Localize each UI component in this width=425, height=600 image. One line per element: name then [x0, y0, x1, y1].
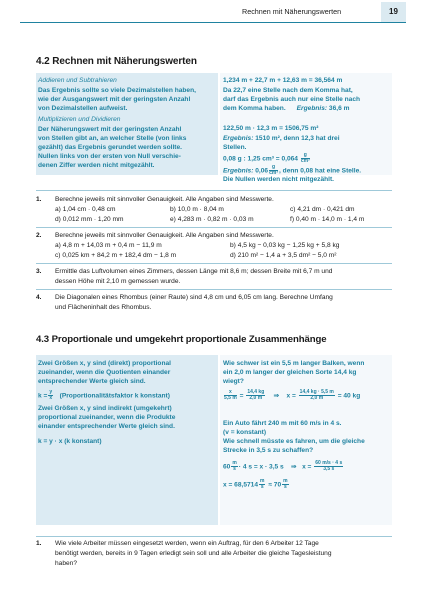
exercise-number: 2. — [36, 232, 42, 239]
example-car-result: x = 68,5714 $\frac{m}{s}$ ≈ 70 $\frac{m}{s}$ — [223, 478, 288, 491]
example-car-question-1: Ein Auto fährt 240 m mit 60 m/s in 4 s. — [223, 420, 342, 427]
example-add-text-3: dem Komma haben. Ergebnis: 36,6 m — [223, 105, 350, 112]
exercise-text-cont: und Flächeninhalt des Rhombus. — [55, 304, 152, 311]
exercise-text-cont: dessen Höhe mit 2,10 m gemessen wurde. — [55, 278, 181, 285]
example-add-text-2: darf das Ergebnis auch nur eine Stelle nach — [223, 96, 361, 103]
rule-text-mul-1: Der Näherungswert mit der geringsten Anzahl — [38, 126, 182, 133]
rule-text-add-2: wie der Ausgangswert mit der geringsten Anzahl — [38, 96, 191, 103]
exercise-text: Wie viele Arbeiter müssen eingesetzt werden, wenn ein Auftrag, für den 6 Arbeiter 12 Tage — [55, 540, 319, 547]
example-mul-text: Stellen. — [223, 144, 247, 151]
exercise-item: d) 0,012 mm · 1,20 mm — [55, 216, 124, 223]
exercise-item: c) 0,025 km + 84,2 m + 182,4 dm − 1,8 m — [55, 252, 177, 259]
rule-indirect-formula: k = y · x (k konstant) — [38, 438, 102, 445]
exercise-text: Ermittle das Luftvolumen eines Zimmers, dessen Länge mit 8,6 m; dessen Breite mit 6,7 m und — [55, 268, 333, 275]
divider — [36, 190, 392, 191]
example-div-note: Die Nullen werden nicht mitgezählt. — [223, 176, 335, 183]
rule-text-add-3: von Dezimalstellen aufweist. — [38, 105, 128, 112]
example-beam-question-1: Wie schwer ist ein 5,5 m langer Balken, wenn — [223, 360, 365, 367]
example-mul-equation: 122,50 m · 12,3 m = 1506,75 m² — [223, 125, 319, 132]
exercise-text-cont: benötigt werden, bereits in 9 Tagen erledigt sein soll und alle Arbeiter die gleiche Tagesleistung — [55, 550, 332, 557]
exercise-number: 4. — [36, 294, 42, 301]
exercise-text: Berechne jeweils mit sinnvoller Genauigkeit. Alle Angaben sind Messwerte. — [55, 196, 274, 203]
rule-indirect-3: einander entsprechender Werte gleich sind. — [38, 423, 175, 430]
example-div-result: Ergebnis: 0,06 $\frac{g}{\text{cm³}}$ , denn 0,08 hat eine Stelle. — [223, 164, 362, 177]
exercise-number: 1. — [36, 196, 42, 203]
exercise-item: f) 0,40 m · 14,0 m · 1,4 m — [290, 216, 365, 223]
exercise-item: a) 1,04 cm · 0,48 cm — [55, 206, 116, 213]
example-car-question-4: Strecke in 3,5 s zu schaffen? — [223, 447, 314, 454]
rule-direct-3: entsprechender Werte gleich sind. — [38, 378, 146, 385]
divider — [36, 536, 392, 537]
exercise-number: 1. — [36, 540, 42, 547]
exercise-text: Berechne jeweils mit sinnvoller Genauigkeit. Alle Angaben sind Messwerte. — [55, 232, 274, 239]
example-beam-formula: $\frac{x}{5,5 m}$ = $\frac{14,4 kg}{2,0 m}$ ⇒ x = $\frac{14,4 kg \cdot 5,5 m}{2,0 m}$ = 40 kg — [224, 389, 361, 402]
exercise-number: 3. — [36, 268, 42, 275]
example-div-equation: 0,08 g : 1,25 cm³ = 0,064 $\frac{g}{\text{cm³}}$ — [223, 152, 310, 165]
rule-direct-2: zueinander, wenn die Quotienten einander — [38, 369, 171, 376]
rule-text-mul-3: gezählt) das Ergebnis gerundet werden sollte. — [38, 144, 182, 151]
section-4-2-title: 4.2 Rechnen mit Näherungswerten — [36, 56, 197, 67]
rule-text-mul-2: von Stellen gibt an, an welcher Stelle (von links — [38, 135, 187, 142]
rule-indirect-2: proportional zueinander, wenn die Produkte — [38, 414, 176, 421]
rule-direct-formula: k = $\frac{y}{x}$ (Proportionalitätsfaktor k konstant) — [38, 389, 170, 402]
section-4-3-title: 4.3 Proportionale und umgekehrt proportionale Zusammenhänge — [36, 334, 327, 345]
exercise-item: c) 4,21 dm · 0,421 dm — [290, 206, 355, 213]
exercise-item: e) 4,283 m · 0,82 m · 0,03 m — [170, 216, 254, 223]
rule-indirect-1: Zwei Größen x, y sind indirekt (umgekehrt) — [38, 405, 172, 412]
exercise-text-cont: haben? — [55, 560, 78, 567]
exercise-item: a) 4,8 m + 14,03 m + 0,4 m − 11,9 m — [55, 242, 162, 249]
header-rule — [20, 22, 406, 23]
exercise-item: b) 4,5 kg − 0,03 kg − 1,25 kg + 5,8 kg — [230, 242, 340, 249]
example-add-text-1: Da 22,7 eine Stelle nach dem Komma hat, — [223, 87, 353, 94]
page-number: 19 — [381, 2, 406, 22]
exercise-item: d) 210 m² − 1,4 a + 3,5 dm² − 5,0 m² — [230, 252, 337, 259]
divider — [36, 263, 392, 264]
divider — [36, 289, 392, 290]
rule-text-mul-5: denen Ziffer werden nicht mitgezählt. — [38, 162, 155, 169]
running-header-title: Rechnen mit Näherungswerten — [242, 7, 342, 16]
rule-direct-1: Zwei Größen x, y sind (direkt) proportional — [38, 360, 171, 367]
example-car-formula: 60 $\frac{m}{s}$ · 4 s = x · 3,5 s ⇒ x = $\frac{60 m/s \cdot 4 s}{3,5 s}$ — [223, 460, 343, 473]
example-beam-question-3: wiegt? — [223, 378, 244, 385]
exercise-item: b) 10,0 m · 8,04 m — [170, 206, 224, 213]
rule-heading-mul: Multiplizieren und Dividieren — [38, 116, 121, 123]
rule-text-mul-4: Nullen links von der ersten von Null verschie- — [38, 153, 181, 160]
rule-text-add-1: Das Ergebnis sollte so viele Dezimalstellen haben, — [38, 87, 196, 94]
example-mul-result: Ergebnis: 1510 m², denn 12,3 hat drei — [223, 135, 340, 142]
exercise-text: Die Diagonalen eines Rhombus (einer Raute) sind 4,8 cm und 6,05 cm lang. Berechne Umfang — [55, 294, 333, 301]
example-beam-question-2: ein 2,0 m langer der gleichen Sorte 14,4 kg — [223, 369, 357, 376]
example-car-question-3: Wie schnell müsste es fahren, um die gleiche — [223, 438, 365, 445]
example-add-equation: 1,234 m + 22,7 m + 12,63 m = 36,564 m — [223, 77, 343, 84]
rule-heading-add: Addieren und Subtrahieren — [38, 77, 117, 84]
divider — [36, 227, 392, 228]
example-car-question-2: (v = konstant) — [223, 429, 267, 436]
